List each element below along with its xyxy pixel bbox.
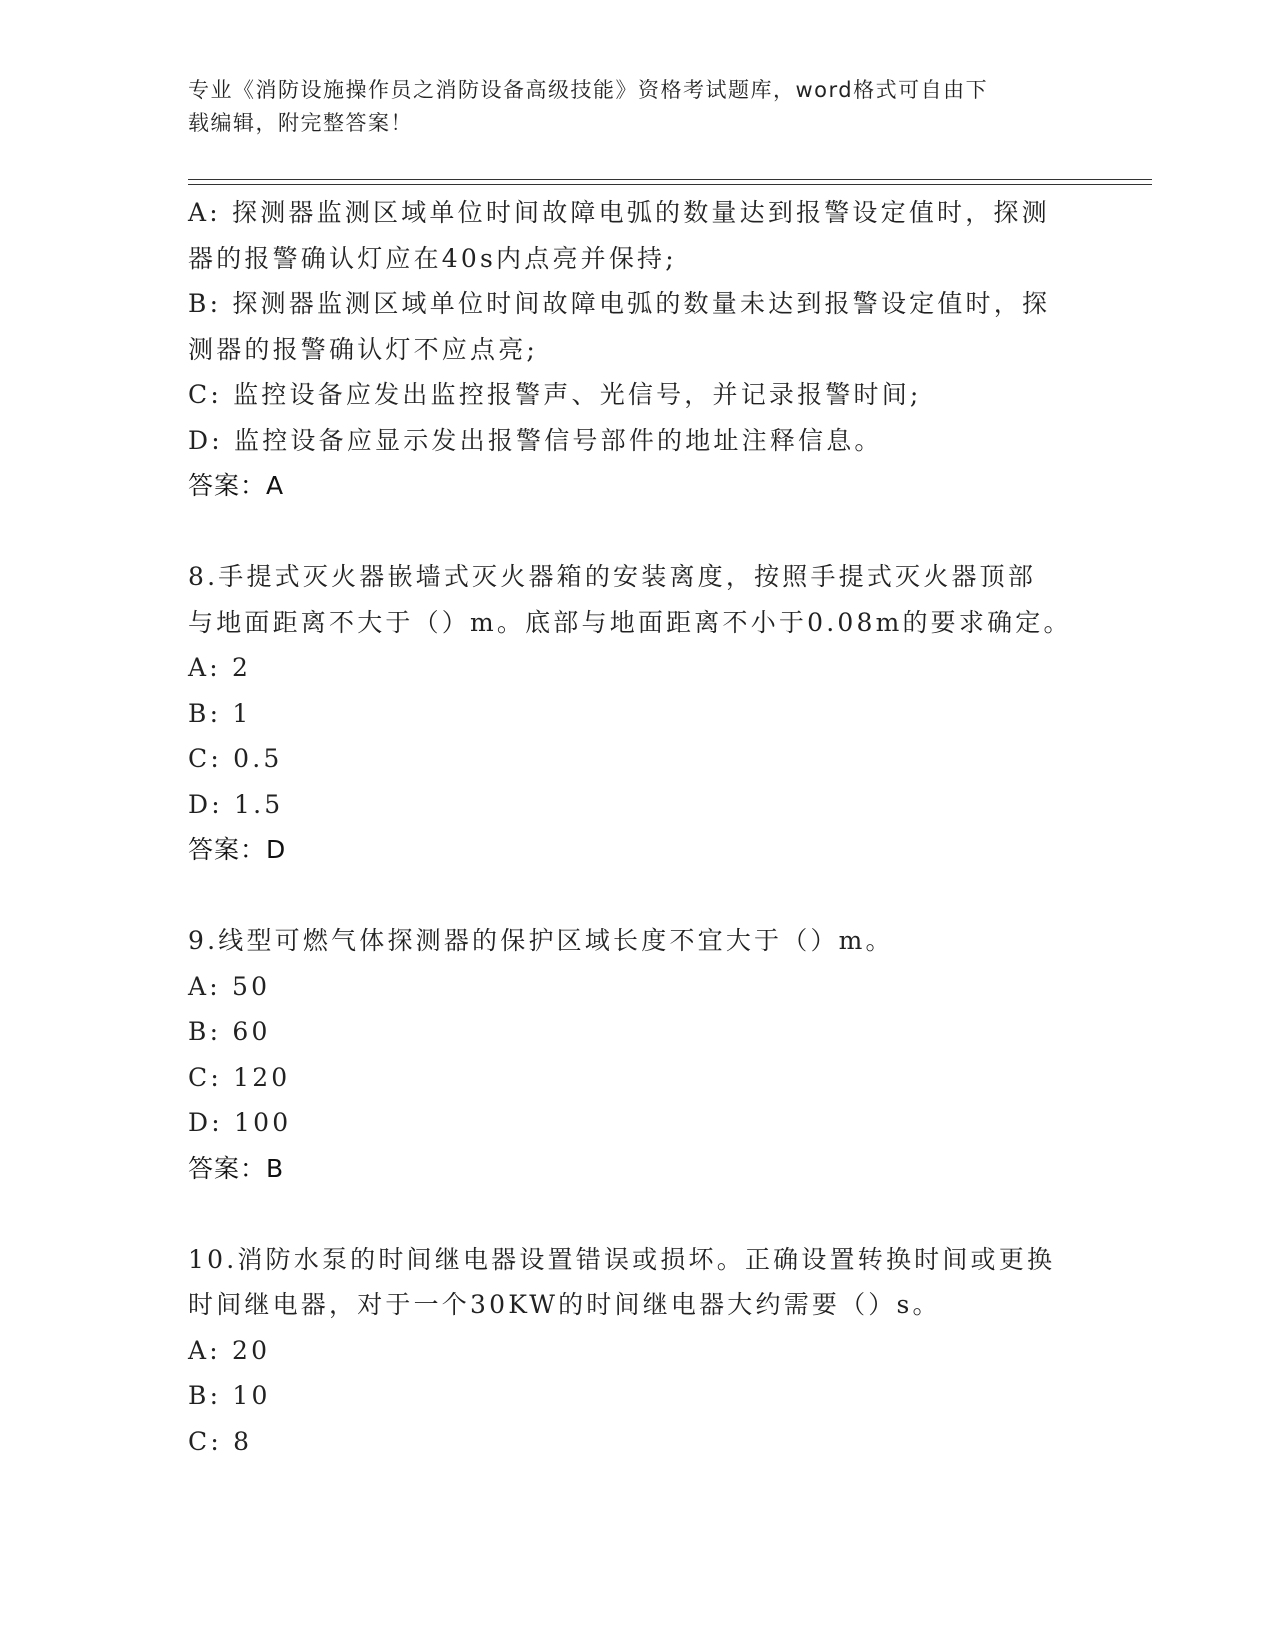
- option-c: C: 0.5: [188, 744, 283, 773]
- question-spacer: [188, 1191, 1088, 1237]
- option-d: D: 1.5: [188, 789, 284, 819]
- option-b: B: 60: [188, 1017, 271, 1046]
- option-a: A: 2: [188, 653, 252, 682]
- option-b-line-1: B: 探测器监测区域单位时间故障电弧的数量未达到报警设定值时，探: [188, 289, 1051, 318]
- answer-line: 答案：B: [188, 1153, 285, 1183]
- document-header: [188, 74, 1088, 140]
- header-divider-top: [188, 179, 1152, 180]
- question-spacer: [188, 873, 1088, 919]
- header-line-1: 专业《消防设施操作员之消防设备高级技能》资格考试题库，word格式可自由下: [188, 78, 989, 102]
- question-9: [188, 918, 1088, 1191]
- option-a: A: 50: [188, 971, 271, 1001]
- question-stem-line-1: 8.手提式灭火器嵌墙式灭火器箱的安装离度，按照手提式灭火器顶部: [188, 562, 1037, 591]
- option-b: B: 10: [188, 1381, 271, 1410]
- question-stem: 9.线型可燃气体探测器的保护区域长度不宜大于（）m。: [188, 926, 894, 955]
- question-stem-line-2: 时间继电器，对于一个30KW的时间继电器大约需要（）s。: [188, 1290, 941, 1319]
- question-list: [188, 190, 1088, 1464]
- option-c: C: 监控设备应发出监控报警声、光信号，并记录报警时间;: [188, 380, 922, 409]
- answer-line: 答案：A: [188, 471, 285, 500]
- question-stem-line-2: 与地面距离不大于（）m。底部与地面距离不小于0.08m的要求确定。: [188, 607, 1072, 637]
- option-c: C: 120: [188, 1062, 291, 1092]
- option-a-line-2: 器的报警确认灯应在40s内点亮并保持;: [188, 243, 677, 273]
- option-a: A: 20: [188, 1335, 271, 1365]
- option-a-line-1: A: 探测器监测区域单位时间故障电弧的数量达到报警设定值时，探测: [188, 198, 1050, 227]
- option-d: D: 100: [188, 1108, 292, 1137]
- option-b-line-2: 测器的报警确认灯不应点亮;: [188, 334, 539, 364]
- question-7-options: [188, 190, 1088, 509]
- question-stem-line-1: 10.消防水泵的时间继电器设置错误或损坏。正确设置转换时间或更换: [188, 1244, 1056, 1274]
- option-d: D: 监控设备应显示发出报警信号部件的地址注释信息。: [188, 425, 883, 455]
- question-spacer: [188, 509, 1088, 555]
- option-b: B: 1: [188, 698, 252, 728]
- option-c: C: 8: [188, 1426, 253, 1456]
- header-divider-bottom: [188, 184, 1152, 185]
- question-10: [188, 1237, 1088, 1465]
- question-8: [188, 554, 1088, 873]
- header-line-2: 载编辑，附完整答案！: [188, 111, 413, 135]
- answer-line: 答案：D: [188, 835, 287, 864]
